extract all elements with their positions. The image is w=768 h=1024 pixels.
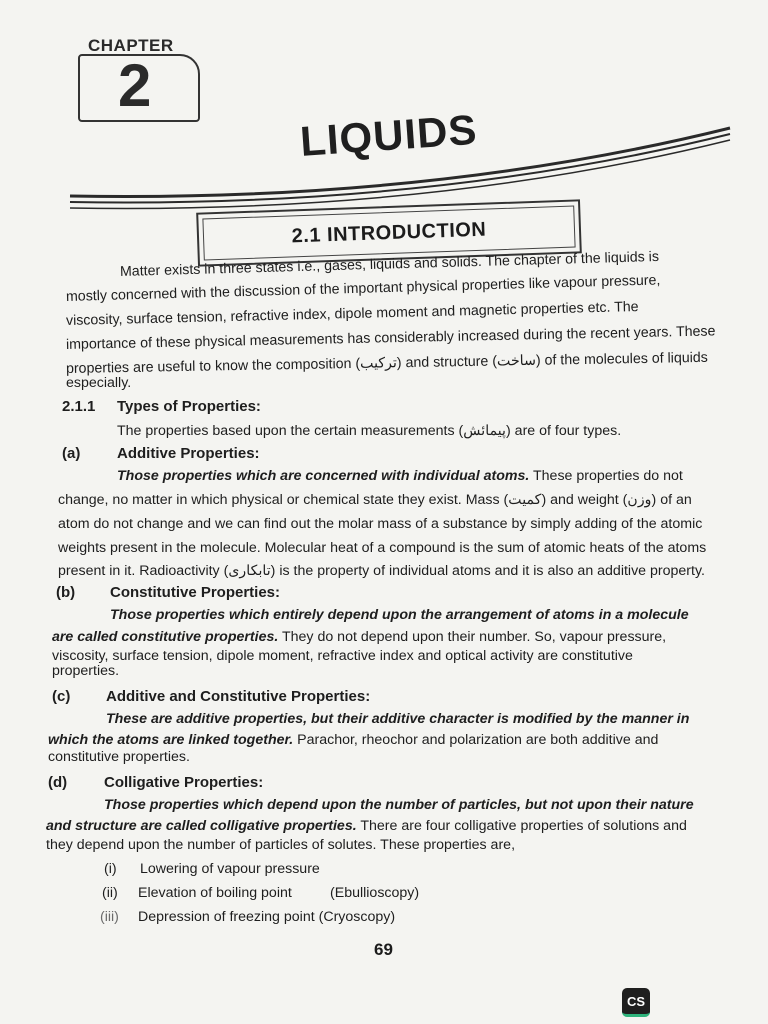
item-c-line-2 (48, 731, 658, 749)
item-a-line-5: present in it. Radioactivity (تابکاری) is the property of individual atoms and it is also an additive property. (58, 563, 705, 579)
item-d-label: (d) (48, 774, 68, 791)
subsection-text: The properties based upon the certain measurements (پیمائش) are of four types. (117, 423, 622, 439)
item-a-line-1 (117, 467, 683, 485)
item-b-label: (b) (56, 584, 76, 601)
item-a-line-1-rest: These properties do not (529, 468, 683, 484)
item-a-title: Additive Properties: (117, 445, 260, 462)
item-a-line-4: weights present in the molecule. Molecular heat of a compound is the sum of atomic heats of the atoms (58, 540, 707, 556)
list-item-3-num: (iii) (100, 909, 119, 925)
item-b-line-2-rest: They do not depend upon their number. So, vapour pressure, (278, 629, 667, 645)
list-item-2-text: Elevation of boiling point (138, 885, 292, 901)
chapter-title: LIQUIDS (298, 105, 479, 166)
item-b-definition-1: Those properties which entirely depend upon the arrangement of atoms in a molecule (110, 607, 689, 623)
list-item-1-num: (i) (104, 861, 117, 877)
item-c-line-2-rest: Parachor, rheochor and polarization are both additive and (293, 732, 659, 748)
item-c-line-3: constitutive properties. (48, 749, 190, 765)
item-b-title: Constitutive Properties: (110, 584, 281, 601)
item-a-label: (a) (62, 445, 81, 462)
list-item-1-text: Lowering of vapour pressure (140, 861, 320, 877)
page-number: 69 (374, 940, 393, 959)
intro-line-1: Matter exists in three states i.e., gases, liquids and solids. The chapter of the liquids is (119, 248, 660, 280)
item-d-line-2-rest: There are four colligative properties of solutions and (356, 818, 687, 834)
section-heading: 2.1 INTRODUCTION (202, 206, 575, 261)
list-item-3-text: Depression of freezing point (Cryoscopy) (138, 909, 396, 925)
title-swoosh-rules (0, 0, 768, 220)
item-b-line-3: viscosity, surface tension, dipole moment, refractive index and optical activity are constitutive (52, 648, 633, 664)
item-c-title: Additive and Constitutive Properties: (106, 688, 371, 705)
item-b-line-4: properties. (52, 663, 120, 679)
list-item-2-extra: (Ebullioscopy) (330, 885, 420, 901)
item-a-definition: Those properties which are concerned with individual atoms. (117, 468, 530, 484)
item-b-definition-2: are called constitutive properties. (52, 629, 279, 645)
intro-line-3: viscosity, surface tension, refractive index, dipole moment and magnetic properties etc. The (65, 299, 639, 329)
scanner-app-logo: CS (622, 988, 650, 1017)
item-d-line-3: they depend upon the number of particles of solutes. These properties are, (46, 837, 516, 853)
item-c-label: (c) (52, 688, 71, 705)
item-d-definition-1: Those properties which depend upon the number of particles, but not upon their nature (104, 797, 694, 813)
intro-line-6: especially. (66, 375, 132, 391)
subsection-title: Types of Properties: (117, 398, 261, 415)
item-d-definition-2: and structure are called colligative properties. (46, 818, 357, 834)
subsection-number: 2.1.1 (62, 398, 96, 415)
intro-line-2: mostly concerned with the discussion of the important physical properties like vapour pressure, (65, 272, 661, 305)
intro-line-4: importance of these physical measurements has considerably increased during the recent years. These (65, 323, 716, 353)
chapter-number: 2 (118, 52, 152, 119)
item-d-line-2 (46, 817, 687, 835)
item-c-definition-2: which the atoms are linked together. (48, 732, 294, 748)
item-a-line-2: change, no matter in which physical or chemical state they exist. Mass (کمیت) and weight (وزن) of an (58, 492, 692, 508)
item-b-line-2 (52, 628, 666, 646)
chapter-label: CHAPTER (88, 36, 174, 55)
list-item-2-num: (ii) (102, 885, 118, 901)
item-a-line-3: atom do not change and we can find out the molar mass of a substance by simply adding of the atomic (58, 516, 703, 532)
item-c-definition-1: These are additive properties, but their additive character is modified by the manner in (106, 711, 690, 727)
intro-line-5: properties are useful to know the composition (ترکیب) and structure (ساخت) of the molecules of liquids (65, 349, 708, 377)
item-d-title: Colligative Properties: (104, 774, 264, 791)
